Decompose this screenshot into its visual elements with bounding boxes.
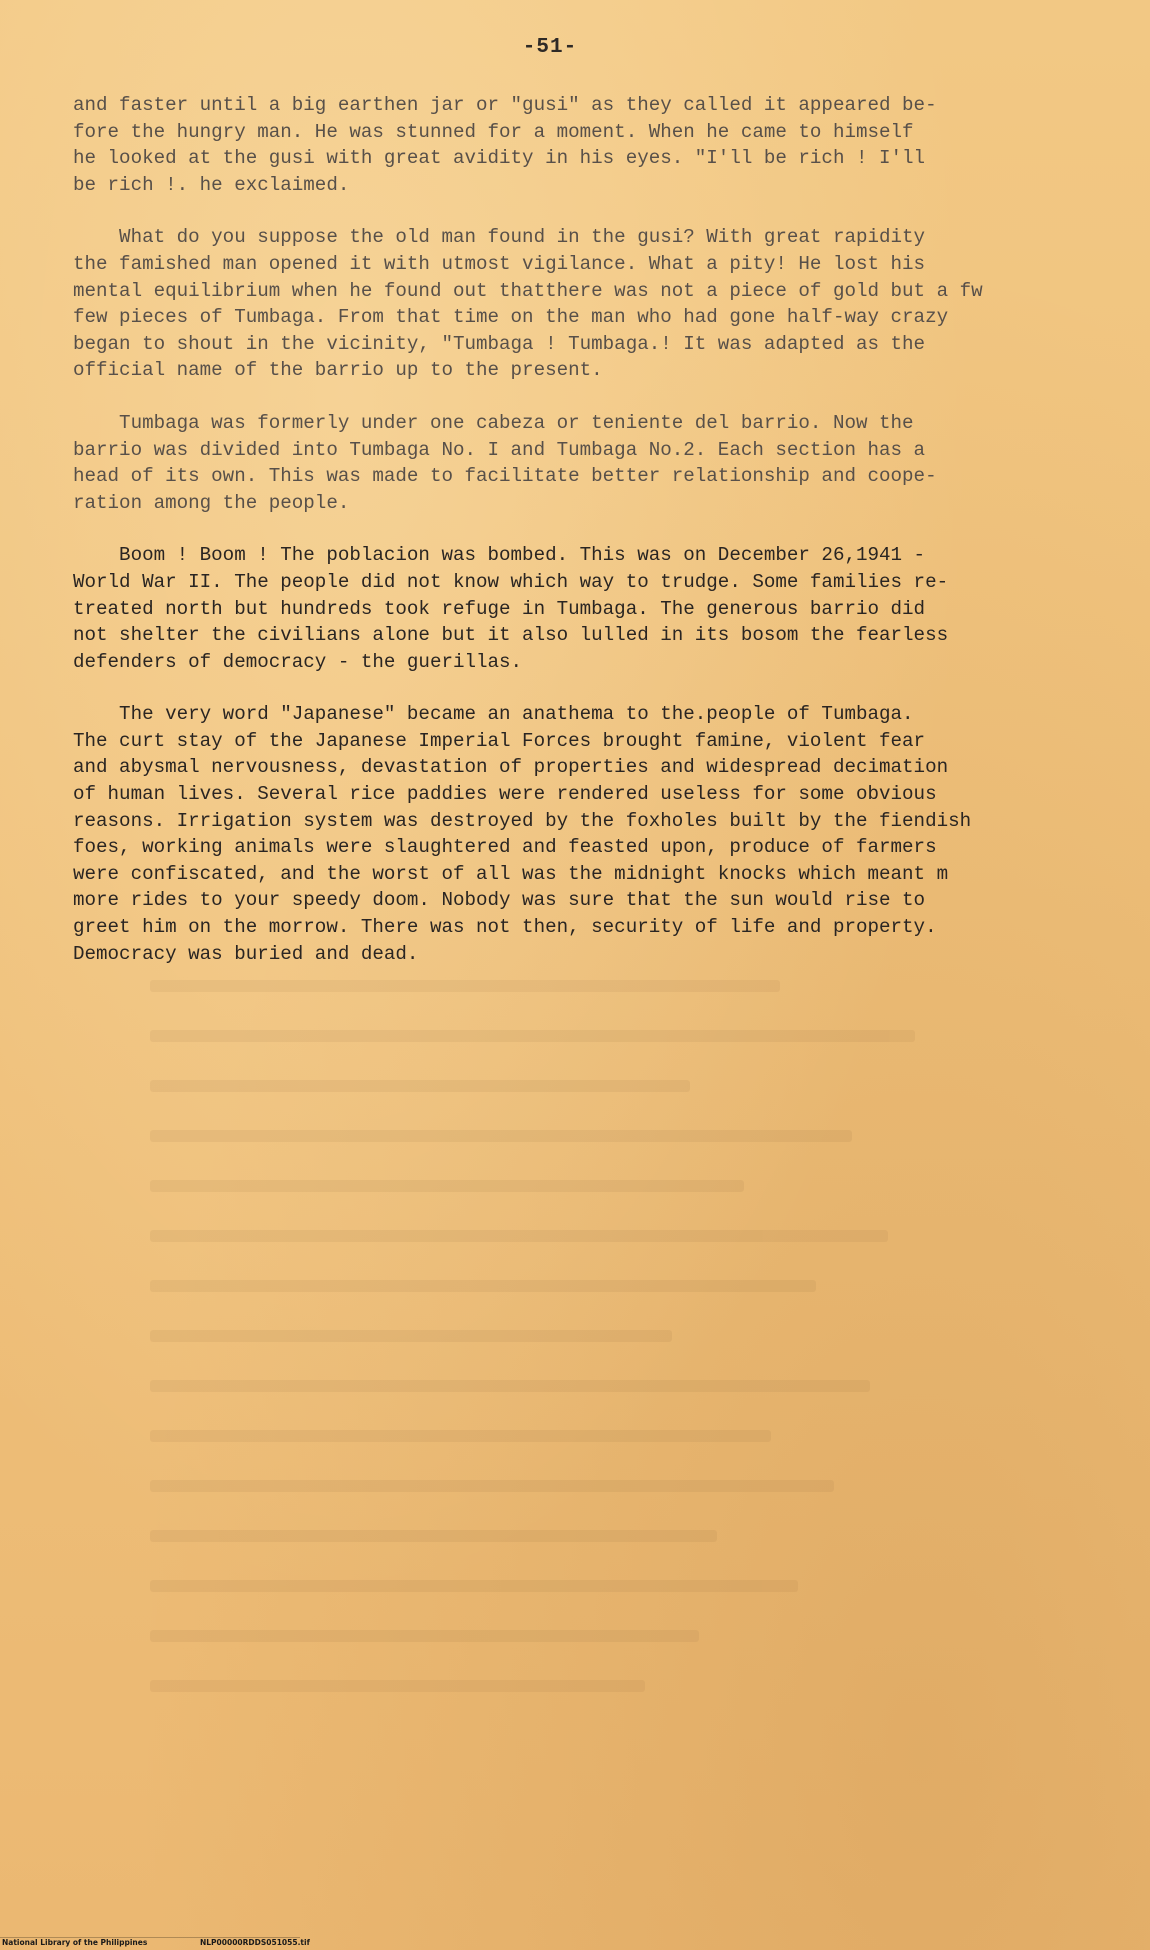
- paragraph-bombing: [73, 542, 1083, 675]
- scan-footer: [0, 1937, 1150, 1950]
- paragraph-gusi-discovery: [73, 92, 1083, 198]
- document-body: [73, 92, 1083, 993]
- text-line: Democracy was buried and dead.: [73, 942, 419, 965]
- text-line: ration among the people.: [73, 491, 350, 514]
- text-line: Boom ! Boom ! The poblacion was bombed. This was on December 26,1941 -: [73, 544, 926, 567]
- text-line: official name of the barrio up to the present.: [73, 359, 603, 382]
- text-line: Tumbaga was formerly under one cabeza or teniente del barrio. Now the: [73, 411, 914, 434]
- paragraph-tumbaga-name-origin: [73, 224, 1083, 384]
- text-line: barrio was divided into Tumbaga No. I and Tumbaga No.2. Each section has a: [73, 438, 926, 461]
- text-line: What do you suppose the old man found in the gusi? With great rapidity: [73, 226, 926, 249]
- text-line: be rich !. he exclaimed.: [73, 173, 350, 196]
- text-line: fore the hungry man. He was stunned for a moment. When he came to himself: [73, 120, 914, 143]
- text-line: he looked at the gusi with great avidity in his eyes. "I'll be rich ! I'll: [73, 147, 926, 170]
- text-line: the famished man opened it with utmost vigilance. What a pity! He lost his: [73, 252, 926, 275]
- footer-library-name: National Library of the Philippines: [2, 1938, 148, 1947]
- text-line: and abysmal nervousness, devastation of properties and widespread decimation: [73, 756, 949, 779]
- text-line: greet him on the morrow. There was not then, security of life and property.: [73, 916, 937, 939]
- show-through-texture: [150, 980, 1050, 1760]
- text-line: began to shout in the vicinity, "Tumbaga ! Tumbaga.! It was adapted as the: [73, 332, 926, 355]
- text-line: not shelter the civilians alone but it also lulled in its bosom the fearless: [73, 624, 949, 647]
- text-line: The curt stay of the Japanese Imperial Forces brought famine, violent fear: [73, 729, 926, 752]
- text-line: of human lives. Several rice paddies were rendered useless for some obvious: [73, 783, 937, 806]
- paragraph-barrio-division: [73, 410, 1083, 516]
- text-line: defenders of democracy - the guerillas.: [73, 650, 523, 673]
- text-line: head of its own. This was made to facilitate better relationship and coope-: [73, 465, 937, 488]
- text-line: treated north but hundreds took refuge in Tumbaga. The generous barrio did: [73, 597, 926, 620]
- text-line: The very word "Japanese" became an anathema to the.people of Tumbaga.: [73, 703, 914, 726]
- text-line: and faster until a big earthen jar or "gusi" as they called it appeared be-: [73, 94, 937, 116]
- paragraph-japanese-occupation: [73, 701, 1083, 967]
- text-line: more rides to your speedy doom. Nobody was sure that the sun would rise to: [73, 889, 926, 912]
- page-number: -51-: [522, 36, 578, 59]
- footer-filename: NLP00000RDDS051055.tif: [200, 1938, 310, 1947]
- text-line: mental equilibrium when he found out thatthere was not a piece of gold but a fw: [73, 279, 983, 302]
- text-line: foes, working animals were slaughtered and feasted upon, produce of farmers: [73, 836, 937, 859]
- text-line: World War II. The people did not know which way to trudge. Some families re-: [73, 570, 949, 593]
- text-line: reasons. Irrigation system was destroyed by the foxholes built by the fiendish: [73, 809, 972, 832]
- text-line: few pieces of Tumbaga. From that time on the man who had gone half-way crazy: [73, 306, 949, 329]
- text-line: were confiscated, and the worst of all was the midnight knocks which meant m: [73, 862, 949, 885]
